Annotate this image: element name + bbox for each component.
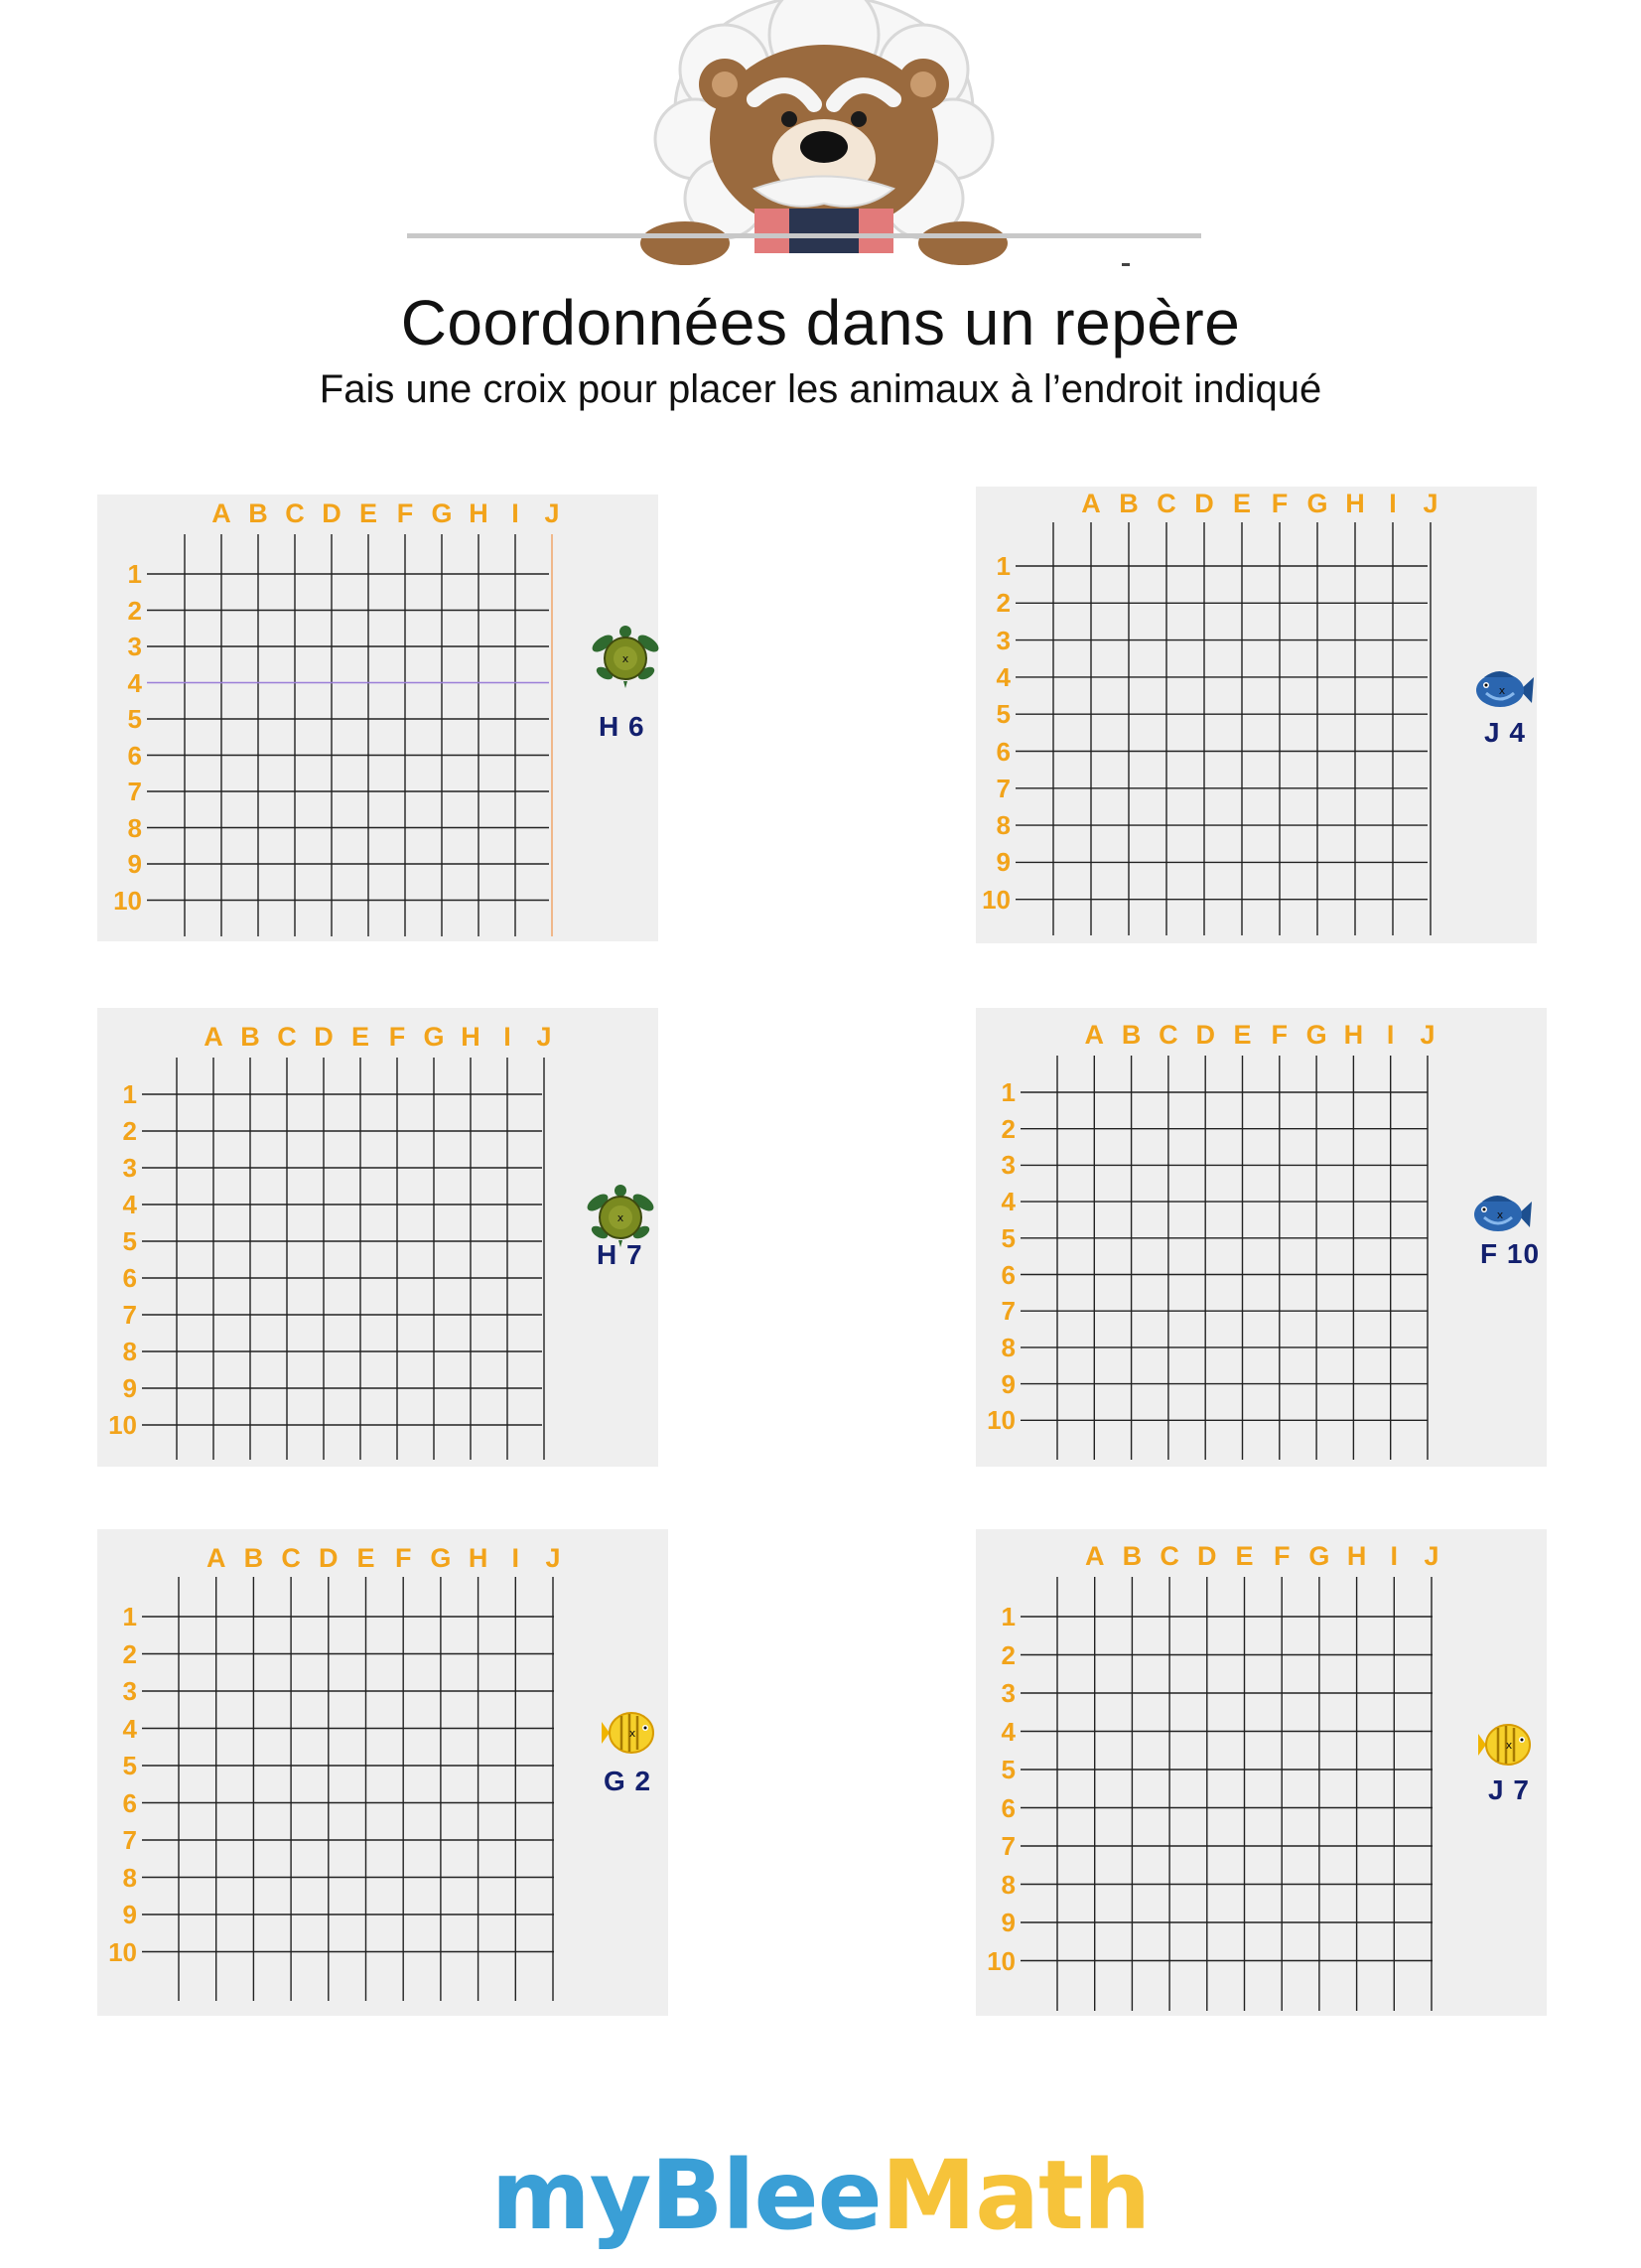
row-label: 1: [122, 1602, 137, 1631]
row-label: 3: [122, 1676, 137, 1706]
column-label: H: [469, 498, 488, 528]
row-label: 1: [1001, 1077, 1016, 1107]
column-label: I: [503, 1022, 511, 1052]
row-label: 6: [122, 1787, 137, 1818]
row-label: 10: [982, 884, 1011, 915]
column-label: I: [511, 1543, 520, 1573]
row-label: 3: [127, 632, 142, 661]
row-label: 2: [1001, 1639, 1016, 1670]
exercise-panel-2: [976, 487, 1537, 943]
logo-text-math: Math: [881, 2140, 1151, 2251]
column-label: C: [277, 1022, 297, 1052]
column-label: B: [1119, 489, 1139, 518]
coordinate-grid[interactable]: [976, 487, 1537, 943]
column-label: D: [1194, 489, 1214, 518]
column-label: A: [204, 1022, 223, 1052]
column-label: I: [1386, 1020, 1395, 1050]
exercise-panel-3: [97, 1008, 658, 1467]
column-label: B: [1122, 1541, 1143, 1571]
column-label: C: [1159, 1020, 1178, 1050]
row-label: 3: [1001, 1150, 1016, 1181]
target-coordinate: J 4: [1484, 717, 1526, 748]
coordinate-grid[interactable]: [976, 1008, 1547, 1467]
row-label: 4: [1001, 1187, 1016, 1217]
row-label: 4: [996, 661, 1011, 692]
column-label: C: [1157, 489, 1176, 518]
target-coordinate: J 7: [1488, 1774, 1530, 1805]
row-label: 9: [122, 1373, 137, 1403]
target-coordinate: H 7: [597, 1239, 643, 1270]
target-coordinate: G 2: [604, 1766, 652, 1796]
column-label: B: [248, 498, 268, 528]
column-label: I: [1389, 489, 1397, 518]
row-label: 8: [996, 810, 1011, 841]
column-label: D: [322, 498, 342, 528]
column-label: G: [430, 1543, 452, 1573]
exercise-panel-4: [976, 1008, 1547, 1467]
column-label: G: [431, 498, 453, 528]
row-label: 1: [996, 551, 1011, 581]
row-label: 4: [122, 1190, 137, 1219]
column-label: H: [1346, 1541, 1367, 1571]
mascot-bear-illustration: [397, 0, 1251, 278]
row-label: 1: [1001, 1602, 1016, 1631]
column-label: E: [1232, 489, 1251, 518]
row-label: 6: [1001, 1259, 1016, 1290]
row-label: 10: [987, 1945, 1016, 1976]
row-label: 9: [127, 849, 142, 879]
column-label: E: [358, 498, 377, 528]
column-label: C: [1160, 1541, 1179, 1571]
coordinate-grid[interactable]: [97, 1008, 658, 1467]
column-label: D: [1197, 1541, 1217, 1571]
column-label: B: [240, 1022, 260, 1052]
column-label: J: [1423, 489, 1438, 518]
exercise-panel-5: [97, 1529, 668, 2016]
row-label: 6: [122, 1263, 137, 1293]
column-label: E: [350, 1022, 369, 1052]
column-label: G: [423, 1022, 445, 1052]
coordinate-grid[interactable]: [97, 1529, 668, 2016]
logo-text-myblee: myBlee: [490, 2140, 882, 2251]
row-label: 3: [996, 625, 1011, 655]
mybleemath-logo: [0, 2140, 1641, 2251]
column-label: B: [243, 1543, 264, 1573]
column-label: E: [1233, 1020, 1252, 1050]
column-label: A: [1084, 1541, 1105, 1571]
row-label: 6: [996, 736, 1011, 767]
target-coordinate: F 10: [1480, 1238, 1541, 1269]
row-label: 2: [1001, 1113, 1016, 1144]
column-label: F: [396, 498, 414, 528]
row-label: 6: [127, 740, 142, 771]
svg-text:x: x: [1505, 1739, 1513, 1752]
row-label: 9: [1001, 1368, 1016, 1399]
column-label: A: [1084, 1020, 1105, 1050]
column-label: J: [544, 498, 560, 528]
row-label: 8: [127, 812, 142, 843]
row-label: 3: [1001, 1678, 1016, 1708]
column-label: H: [1343, 1020, 1364, 1050]
row-label: 5: [122, 1751, 137, 1780]
yellow-fish-icon: [1478, 1720, 1534, 1770]
row-label: 6: [1001, 1792, 1016, 1823]
column-label: J: [545, 1543, 561, 1573]
row-label: 4: [1001, 1716, 1016, 1747]
row-label: 1: [127, 559, 142, 589]
svg-text:x: x: [616, 1211, 624, 1224]
page-title: Coordonnées dans un repère: [400, 287, 1241, 358]
row-label: 8: [122, 1862, 137, 1893]
row-label: 7: [127, 777, 142, 806]
row-label: 7: [122, 1300, 137, 1330]
column-label: E: [1235, 1541, 1254, 1571]
svg-text:x: x: [628, 1727, 636, 1740]
row-label: 3: [122, 1153, 137, 1183]
column-label: H: [1345, 489, 1365, 518]
row-label: 7: [1001, 1296, 1016, 1327]
column-label: F: [394, 1543, 412, 1573]
row-label: 2: [996, 588, 1011, 619]
column-label: A: [211, 498, 231, 528]
row-label: 2: [122, 1638, 137, 1669]
row-label: 10: [987, 1405, 1016, 1436]
row-label: 4: [122, 1713, 137, 1744]
row-label: 9: [996, 847, 1011, 878]
svg-text:x: x: [1498, 684, 1506, 697]
column-label: D: [1195, 1020, 1215, 1050]
row-label: 9: [122, 1900, 137, 1929]
column-label: C: [285, 498, 305, 528]
column-label: E: [356, 1543, 375, 1573]
row-label: 7: [122, 1825, 137, 1855]
row-label: 10: [108, 1936, 137, 1967]
column-label: D: [314, 1022, 334, 1052]
column-label: B: [1121, 1020, 1142, 1050]
row-label: 8: [1001, 1869, 1016, 1900]
column-label: F: [1271, 1020, 1289, 1050]
row-label: 5: [996, 699, 1011, 730]
column-label: F: [388, 1022, 406, 1052]
turtle-icon: [591, 626, 660, 690]
svg-text:x: x: [621, 652, 629, 665]
exercise-panel-6: [976, 1529, 1547, 2016]
column-label: J: [536, 1022, 552, 1052]
coordinate-grid[interactable]: [976, 1529, 1547, 2016]
column-label: H: [468, 1543, 488, 1573]
row-label: 5: [122, 1226, 137, 1256]
column-label: I: [511, 498, 519, 528]
row-label: 1: [122, 1079, 137, 1109]
column-label: A: [1081, 489, 1101, 518]
column-label: A: [205, 1543, 226, 1573]
row-label: 8: [1001, 1332, 1016, 1362]
column-label: C: [281, 1543, 301, 1573]
row-label: 2: [127, 595, 142, 626]
row-label: 7: [1001, 1831, 1016, 1861]
column-label: I: [1390, 1541, 1399, 1571]
row-label: 5: [127, 704, 142, 734]
coordinate-grid[interactable]: [97, 495, 658, 941]
column-label: J: [1424, 1541, 1439, 1571]
page-instructions: Fais une croix pour placer les animaux à l’endroit indiqué: [319, 367, 1322, 411]
column-label: H: [461, 1022, 480, 1052]
exercise-panel-1: [97, 495, 658, 941]
column-label: G: [1305, 1020, 1327, 1050]
row-label: 10: [113, 885, 142, 916]
yellow-fish-icon: [602, 1708, 657, 1758]
row-label: 8: [122, 1337, 137, 1366]
row-label: 4: [127, 667, 142, 698]
target-coordinate: H 6: [599, 711, 645, 742]
column-label: F: [1271, 489, 1289, 518]
blue-fish-icon: [1470, 1190, 1532, 1239]
column-label: G: [1308, 1541, 1330, 1571]
row-label: 10: [108, 1410, 137, 1440]
column-label: J: [1420, 1020, 1436, 1050]
column-label: F: [1273, 1541, 1291, 1571]
svg-text:x: x: [1496, 1208, 1504, 1221]
row-label: 2: [122, 1116, 137, 1146]
row-label: 5: [1001, 1755, 1016, 1784]
row-label: 9: [1001, 1908, 1016, 1937]
row-label: 7: [996, 773, 1011, 803]
blue-fish-icon: [1472, 665, 1534, 715]
column-label: D: [319, 1543, 339, 1573]
column-label: G: [1306, 489, 1328, 518]
row-label: 5: [1001, 1222, 1016, 1253]
